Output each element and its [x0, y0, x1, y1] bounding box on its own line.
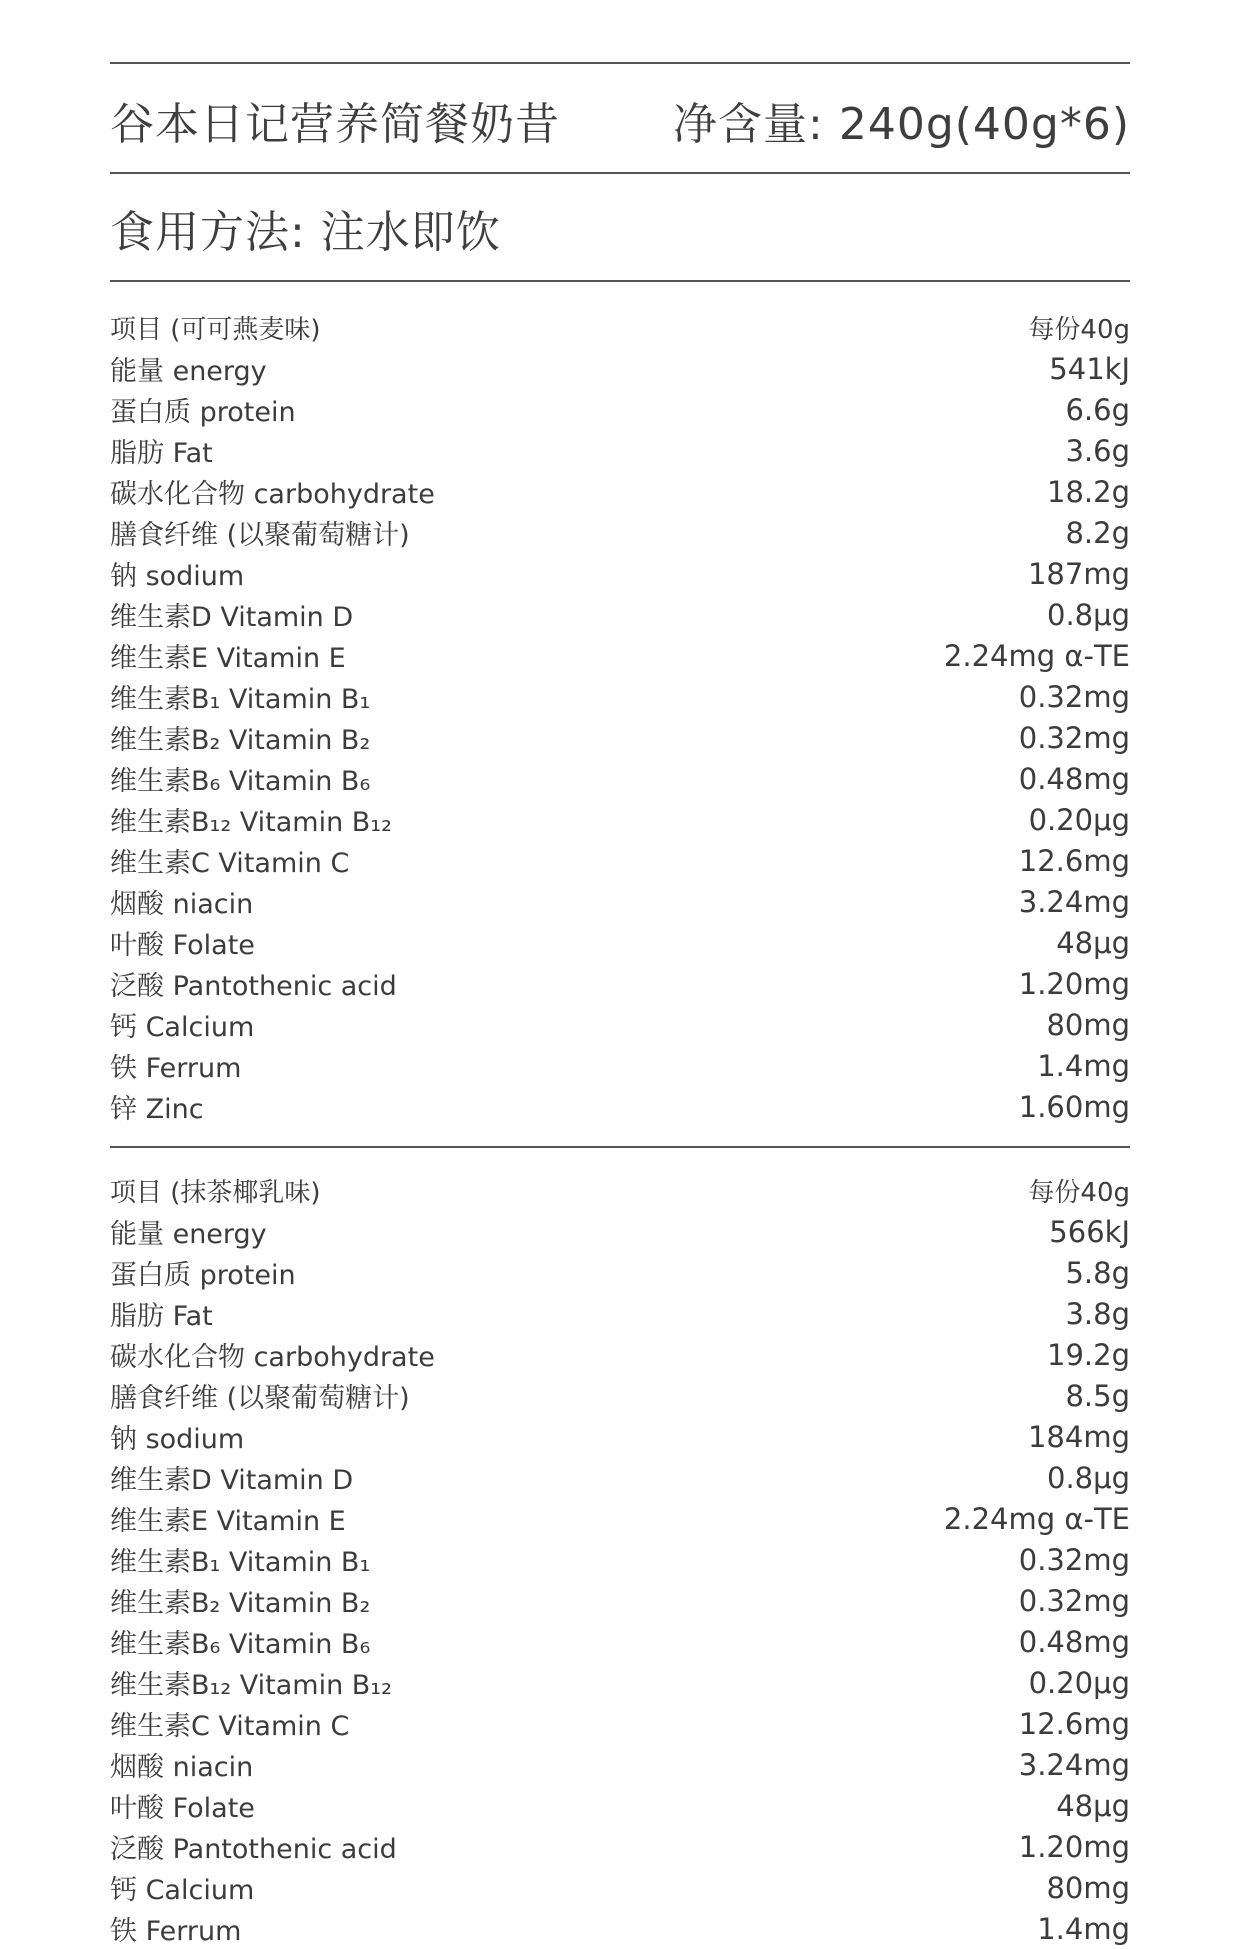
nutrient-value: 2.24mg α-TE — [943, 638, 1130, 673]
nutrition-table-matcha-coconut — [110, 1170, 1130, 1949]
item-column-header: 项目 (抹茶椰乳味) — [110, 1178, 321, 1208]
nutrient-row — [110, 1004, 1130, 1045]
nutrient-name: 泛酸 Pantothenic acid — [110, 1834, 397, 1865]
nutrient-name: 铁 Ferrum — [110, 1053, 242, 1084]
nutrient-name: 维生素C Vitamin C — [110, 1711, 350, 1742]
nutrient-row — [110, 430, 1130, 471]
nutrient-value: 3.8g — [1065, 1296, 1130, 1331]
nutrient-row — [110, 1908, 1130, 1949]
nutrient-value: 541kJ — [1049, 351, 1130, 386]
nutrient-row — [110, 1580, 1130, 1621]
nutrient-name: 维生素B₁ Vitamin B₁ — [110, 684, 371, 715]
nutrient-value: 1.20mg — [1018, 1829, 1130, 1864]
nutrient-value: 3.6g — [1065, 433, 1130, 468]
nutrient-value: 6.6g — [1065, 392, 1130, 427]
nutrient-row — [110, 1457, 1130, 1498]
nutrient-name: 膳食纤维 (以聚葡萄糖计) — [110, 1383, 410, 1414]
nutrient-value: 48μg — [1056, 925, 1130, 960]
nutrient-value: 12.6mg — [1018, 843, 1130, 878]
nutrient-value: 19.2g — [1047, 1337, 1130, 1372]
nutrient-value: 0.8μg — [1047, 1460, 1130, 1495]
nutrient-value: 3.24mg — [1018, 1747, 1130, 1782]
nutrient-name: 叶酸 Folate — [110, 1793, 255, 1824]
nutrient-name: 维生素E Vitamin E — [110, 1506, 346, 1537]
nutrient-row — [110, 758, 1130, 799]
nutrient-row — [110, 717, 1130, 758]
nutrient-name: 维生素B₆ Vitamin B₆ — [110, 1629, 371, 1660]
nutrient-value: 8.2g — [1065, 515, 1130, 550]
nutrient-row — [110, 1252, 1130, 1293]
nutrient-row — [110, 1375, 1130, 1416]
nutrient-name: 叶酸 Folate — [110, 930, 255, 961]
nutrient-row — [110, 1867, 1130, 1908]
nutrient-value: 184mg — [1027, 1419, 1130, 1454]
nutrient-row — [110, 1662, 1130, 1703]
nutrient-row — [110, 676, 1130, 717]
nutrient-name: 钙 Calcium — [110, 1875, 255, 1906]
usage-divider — [110, 280, 1130, 282]
nutrient-name: 维生素B₁₂ Vitamin B₁₂ — [110, 1670, 392, 1701]
nutrient-value: 0.20μg — [1028, 802, 1130, 837]
nutrient-name: 钠 sodium — [110, 1424, 245, 1455]
nutrient-row — [110, 1498, 1130, 1539]
nutrient-row — [110, 1334, 1130, 1375]
nutrient-name: 碳水化合物 carbohydrate — [110, 1342, 435, 1373]
nutrient-value: 8.5g — [1065, 1378, 1130, 1413]
nutrient-name: 蛋白质 protein — [110, 397, 296, 428]
nutrient-name: 维生素B₆ Vitamin B₆ — [110, 766, 371, 797]
nutrient-row — [110, 389, 1130, 430]
nutrient-name: 铁 Ferrum — [110, 1916, 242, 1947]
nutrient-row — [110, 594, 1130, 635]
nutrient-row — [110, 635, 1130, 676]
nutrient-name: 泛酸 Pantothenic acid — [110, 971, 397, 1002]
nutrient-name: 膳食纤维 (以聚葡萄糖计) — [110, 520, 410, 551]
nutrient-name: 烟酸 niacin — [110, 1752, 254, 1783]
table-divider — [110, 1146, 1130, 1148]
nutrient-row — [110, 1539, 1130, 1580]
nutrient-value: 2.24mg α-TE — [943, 1501, 1130, 1536]
nutrient-name: 蛋白质 protein — [110, 1260, 296, 1291]
nutrient-value: 0.48mg — [1018, 761, 1130, 796]
nutrient-row — [110, 1826, 1130, 1867]
nutrient-value: 0.48mg — [1018, 1624, 1130, 1659]
nutrient-value: 3.24mg — [1018, 884, 1130, 919]
nutrient-row — [110, 1045, 1130, 1086]
nutrient-value: 12.6mg — [1018, 1706, 1130, 1741]
nutrient-row — [110, 1211, 1130, 1252]
per-serving-header: 每份40g — [1028, 315, 1130, 345]
nutrient-name: 能量 energy — [110, 356, 267, 387]
nutrient-value: 0.32mg — [1018, 1583, 1130, 1618]
item-column-header: 项目 (可可燕麦味) — [110, 315, 321, 345]
table-header-row — [110, 307, 1130, 348]
nutrient-row — [110, 1416, 1130, 1457]
nutrient-row — [110, 1744, 1130, 1785]
nutrient-row — [110, 553, 1130, 594]
nutrient-row — [110, 1293, 1130, 1334]
nutrient-value: 0.8μg — [1047, 597, 1130, 632]
per-serving-header: 每份40g — [1028, 1178, 1130, 1208]
nutrient-row — [110, 1621, 1130, 1662]
nutrient-value: 80mg — [1046, 1870, 1130, 1905]
nutrient-value: 0.32mg — [1018, 720, 1130, 755]
nutrient-row — [110, 963, 1130, 1004]
nutrient-value: 187mg — [1027, 556, 1130, 591]
nutrient-name: 维生素B₁₂ Vitamin B₁₂ — [110, 807, 392, 838]
nutrient-name: 维生素B₂ Vitamin B₂ — [110, 1588, 371, 1619]
nutrient-row — [110, 1703, 1130, 1744]
nutrient-row — [110, 512, 1130, 553]
nutrient-value: 5.8g — [1065, 1255, 1130, 1290]
nutrient-row — [110, 1785, 1130, 1826]
nutrient-value: 1.4mg — [1037, 1048, 1130, 1083]
top-divider — [110, 62, 1130, 64]
net-content: 净含量: 240g(40g*6) — [673, 99, 1130, 150]
nutrient-row — [110, 471, 1130, 512]
product-header-row — [110, 90, 1130, 150]
nutrient-name: 碳水化合物 carbohydrate — [110, 479, 435, 510]
nutrient-name: 维生素E Vitamin E — [110, 643, 346, 674]
nutrient-value: 48μg — [1056, 1788, 1130, 1823]
nutrient-name: 维生素B₂ Vitamin B₂ — [110, 725, 371, 756]
nutrient-value: 18.2g — [1047, 474, 1130, 509]
nutrient-value: 0.20μg — [1028, 1665, 1130, 1700]
nutrient-name: 锌 Zinc — [110, 1094, 204, 1125]
nutrient-value: 1.60mg — [1018, 1089, 1130, 1124]
nutrient-value: 0.32mg — [1018, 679, 1130, 714]
nutrient-value: 0.32mg — [1018, 1542, 1130, 1577]
nutrient-name: 脂肪 Fat — [110, 438, 213, 469]
nutrient-name: 维生素D Vitamin D — [110, 1465, 354, 1496]
nutrition-table-cocoa-oat — [110, 307, 1130, 1127]
usage-row — [110, 198, 1130, 258]
nutrient-row — [110, 881, 1130, 922]
nutrient-row — [110, 348, 1130, 389]
nutrient-name: 维生素B₁ Vitamin B₁ — [110, 1547, 371, 1578]
nutrient-name: 脂肪 Fat — [110, 1301, 213, 1332]
nutrient-value: 80mg — [1046, 1007, 1130, 1042]
nutrient-row — [110, 840, 1130, 881]
nutrient-value: 566kJ — [1049, 1214, 1130, 1249]
product-name: 谷本日记营养简餐奶昔 — [110, 99, 560, 150]
header-divider — [110, 172, 1130, 174]
table-header-row — [110, 1170, 1130, 1211]
nutrient-value: 1.20mg — [1018, 966, 1130, 1001]
nutrient-row — [110, 922, 1130, 963]
nutrient-name: 钙 Calcium — [110, 1012, 255, 1043]
nutrient-name: 烟酸 niacin — [110, 889, 254, 920]
nutrient-name: 维生素D Vitamin D — [110, 602, 354, 633]
usage-instructions: 食用方法: 注水即饮 — [110, 207, 501, 258]
nutrient-row — [110, 1086, 1130, 1127]
nutrient-row — [110, 799, 1130, 840]
nutrient-name: 维生素C Vitamin C — [110, 848, 350, 879]
nutrient-name: 钠 sodium — [110, 561, 245, 592]
nutrient-value: 1.4mg — [1037, 1911, 1130, 1946]
nutrient-name: 能量 energy — [110, 1219, 267, 1250]
